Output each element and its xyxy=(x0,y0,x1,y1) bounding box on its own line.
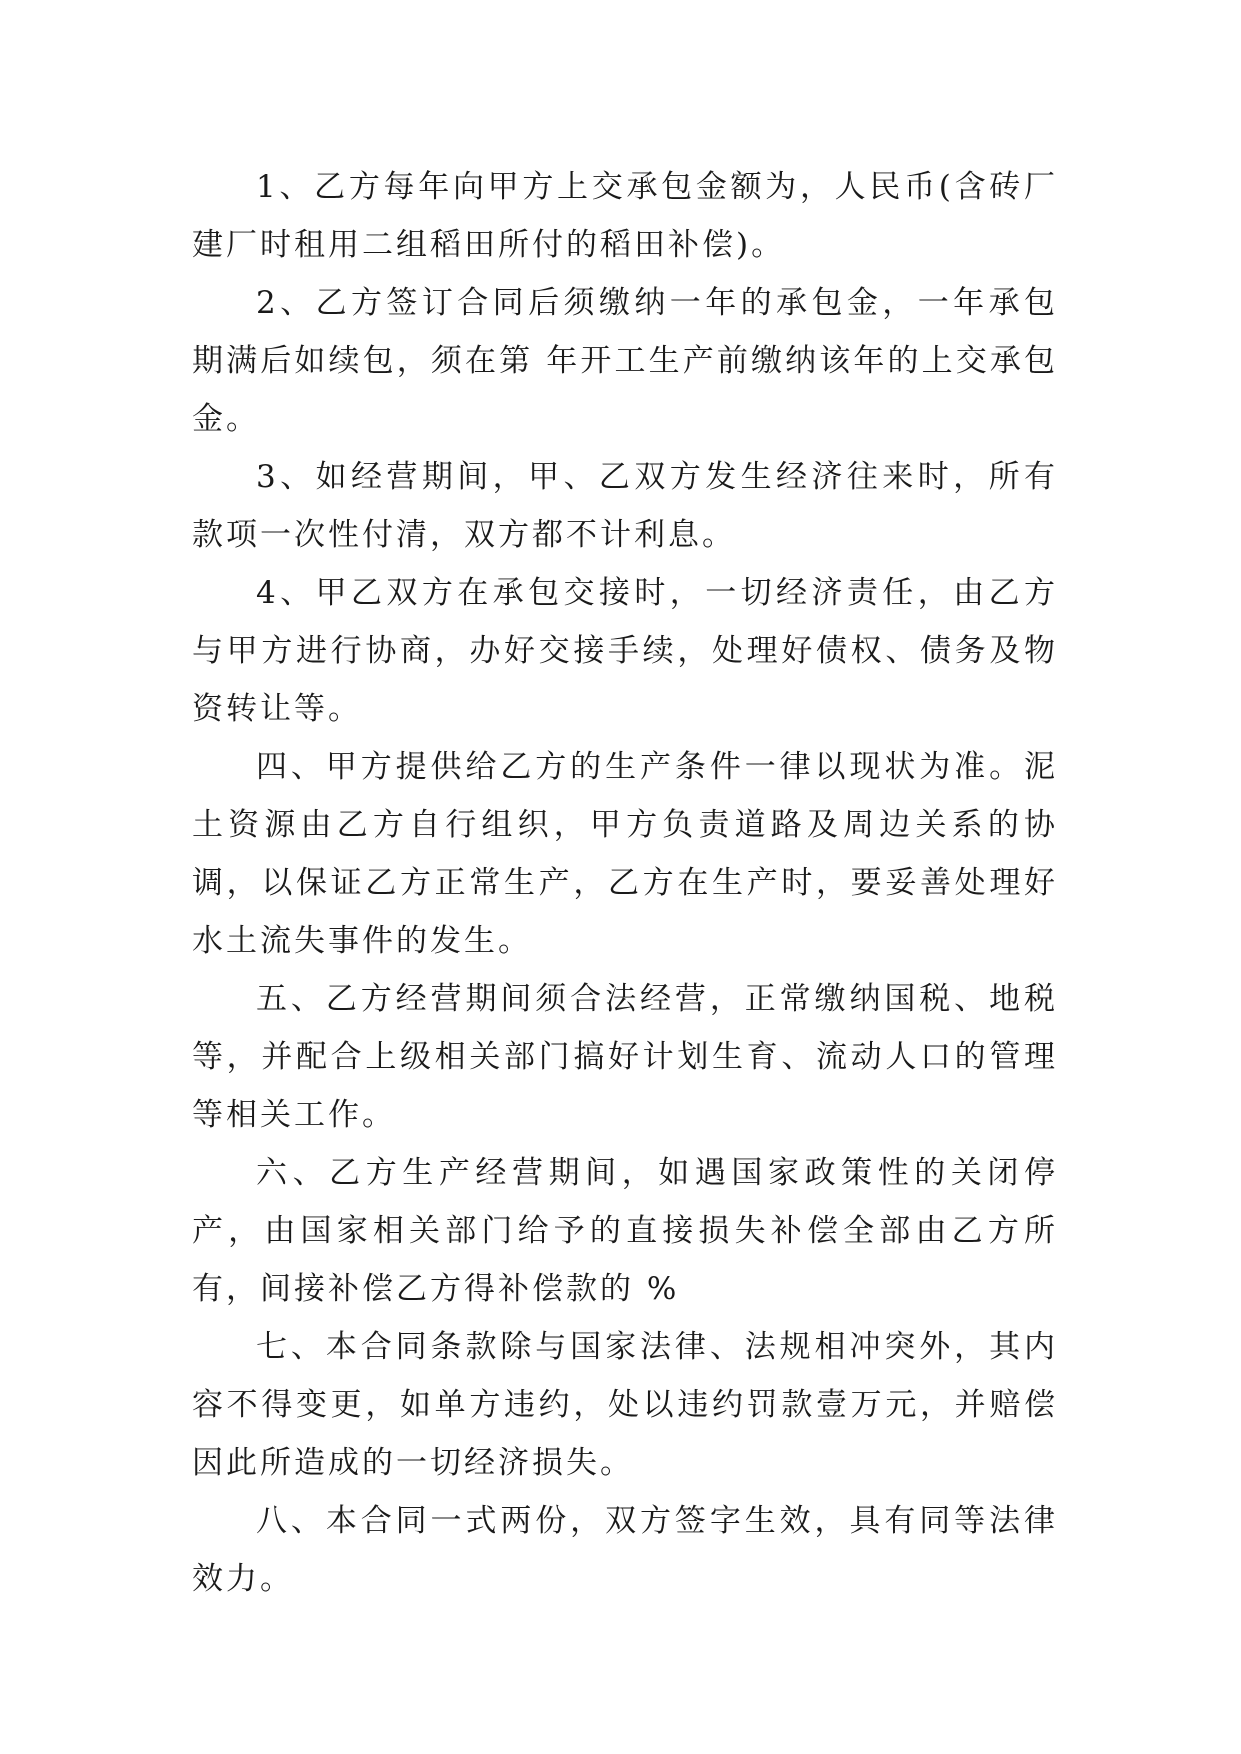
clause-3-settlement: 3、如经营期间，甲、乙双方发生经济往来时，所有款项一次性付清，双方都不计利息。 xyxy=(192,459,1058,553)
clause-4-handover: 4、甲乙双方在承包交接时，一切经济责任，由乙方与甲方进行协商，办好交接手续，处理好债权、债务及物资转让等。 xyxy=(192,575,1058,727)
clause-four-production-conditions: 四、甲方提供给乙方的生产条件一律以现状为准。泥土资源由乙方自行组织，甲方负责道路及周边关系的协调，以保证乙方正常生产，乙方在生产时，要妥善处理好水土流失事件的发生。 xyxy=(192,749,1058,959)
clause-seven-breach: 七、本合同条款除与国家法律、法规相冲突外，其内容不得变更，如单方违约，处以违约罚款壹万元，并赔偿因此所造成的一切经济损失。 xyxy=(192,1329,1058,1481)
clause-six-policy-closure: 六、乙方生产经营期间，如遇国家政策性的关闭停产，由国家相关部门给予的直接损失补偿全部由乙方所有，间接补偿乙方得补偿款的 % xyxy=(192,1155,1058,1307)
clause-1-payment-amount: 1、乙方每年向甲方上交承包金额为，人民币(含砖厂建厂时租用二组稻田所付的稻田补偿)。 xyxy=(192,169,1058,263)
contract-body xyxy=(192,158,1058,1608)
clause-five-legal-operation: 五、乙方经营期间须合法经营，正常缴纳国税、地税等，并配合上级相关部门搞好计划生育、流动人口的管理等相关工作。 xyxy=(192,981,1058,1133)
clause-eight-copies: 八、本合同一式两份，双方签字生效，具有同等法律效力。 xyxy=(192,1503,1058,1597)
clause-2-annual-payment: 2、乙方签订合同后须缴纳一年的承包金，一年承包期满后如续包，须在第 年开工生产前缴纳该年的上交承包金。 xyxy=(192,285,1058,437)
